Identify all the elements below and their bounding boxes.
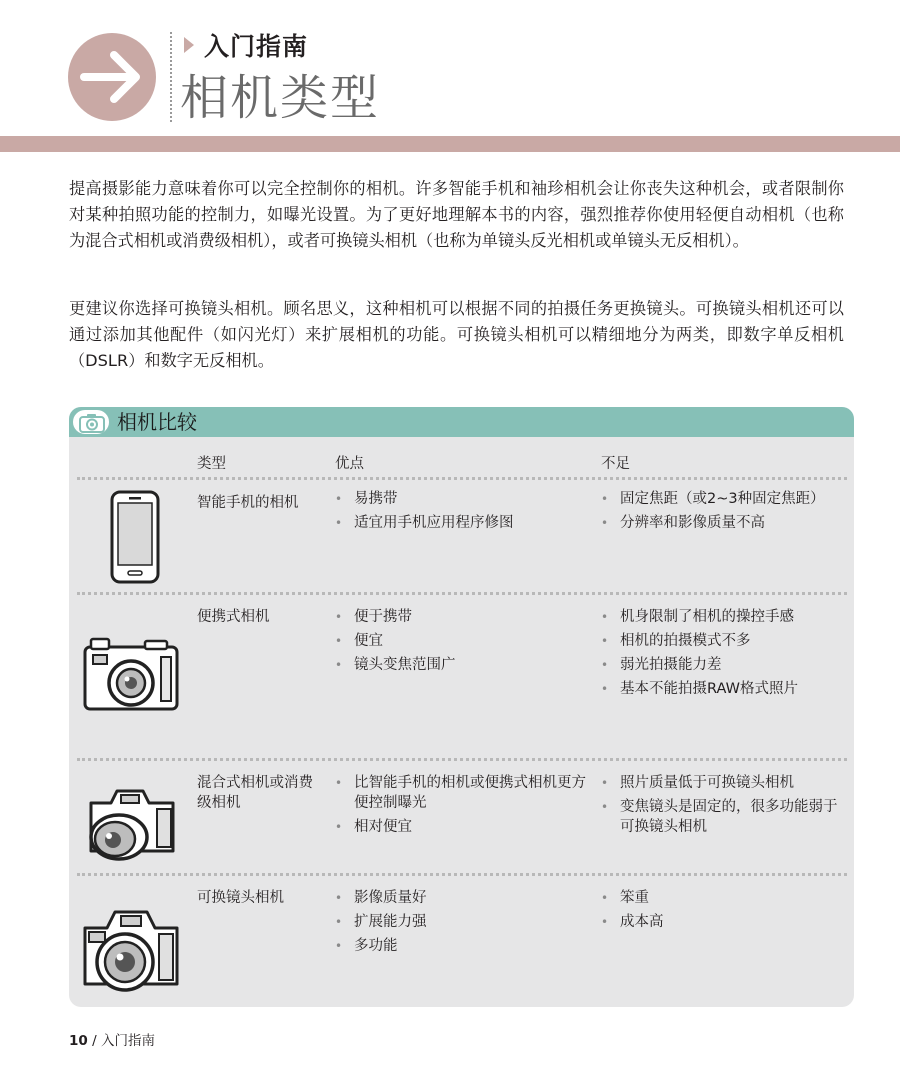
row-divider (77, 873, 847, 876)
list-item: • 基本不能拍摄RAW格式照片 (601, 679, 841, 699)
row-divider (77, 477, 847, 480)
kicker-label: 入门指南 (204, 32, 309, 61)
section-kicker (184, 28, 308, 62)
page-title: 相机类型 (180, 70, 381, 126)
table-row (69, 487, 854, 592)
list-item: • 变焦镜头是固定的，很多功能弱于可换镜头相机 (601, 797, 841, 837)
list-item: • 相机的拍摄模式不多 (601, 631, 841, 651)
camera-type-label: 智能手机的相机 (197, 495, 299, 511)
kicker-triangle-icon (184, 37, 194, 53)
column-header-cons: 不足 (601, 456, 630, 472)
table-row (69, 882, 854, 1002)
pros-list (335, 489, 591, 537)
list-item: • 易携带 (335, 489, 591, 509)
pros-list (335, 607, 591, 679)
footer-separator: / (92, 1033, 97, 1049)
intro-paragraph: 提高摄影能力意味着你可以完全控制你的相机。许多智能手机和袖珍相机会让你丧失这种机会，或者限制你对某种拍照功能的控制力，如曝光设置。为了更好地理解本书的内容，强烈推荐你使用轻便自动相机（也称为混合式相机或消费级相机），或者可换镜头相机（也称为单镜头反光相机或单镜头无反相机）。 (69, 179, 844, 250)
comparison-title: 相机比较 (117, 410, 197, 434)
recommend-paragraph: 更建议你选择可换镜头相机。顾名思义，这种相机可以根据不同的拍摄任务更换镜头。可换镜头相机还可以通过添加其他配件（如闪光灯）来扩展相机的功能。可换镜头相机可以精细地分为两类，即数字单反相机（DSLR）和数字无反相机。 (69, 299, 844, 370)
list-item: • 影像质量好 (335, 888, 591, 908)
list-item: • 镜头变焦范围广 (335, 655, 591, 675)
header-band (0, 136, 900, 152)
list-item: • 成本高 (601, 912, 841, 932)
cons-list (601, 888, 841, 936)
row-divider (77, 592, 847, 595)
list-item: • 多功能 (335, 936, 591, 956)
list-item: • 机身限制了相机的操控手感 (601, 607, 841, 627)
list-item: • 便宜 (335, 631, 591, 651)
dslr-camera-icon (79, 900, 183, 1000)
list-item: • 弱光拍摄能力差 (601, 655, 841, 675)
camera-type-label: 可换镜头相机 (197, 890, 284, 906)
camera-type-label: 混合式相机或消费级相机 (197, 775, 313, 811)
camera-type-label: 便携式相机 (197, 609, 270, 625)
list-item: • 照片质量低于可换镜头相机 (601, 773, 841, 793)
camera-comparison-panel (69, 407, 854, 1007)
compact-camera-icon (81, 633, 181, 719)
pros-list (335, 773, 591, 841)
column-header-pros: 优点 (335, 456, 364, 472)
cons-list (601, 773, 841, 841)
table-row (69, 601, 854, 758)
bridge-camera-icon (81, 775, 181, 869)
column-header-type: 类型 (197, 456, 226, 472)
header-divider (170, 32, 172, 122)
list-item: • 扩展能力强 (335, 912, 591, 932)
list-item: • 固定焦距（或2~3种固定焦距） (601, 489, 841, 509)
table-row (69, 767, 854, 873)
list-item: • 比智能手机的相机或便携式相机更方便控制曝光 (335, 773, 591, 813)
list-item: • 相对便宜 (335, 817, 591, 837)
camera-badge-icon (71, 408, 111, 436)
smartphone-icon (109, 489, 161, 589)
cons-list (601, 489, 841, 537)
row-divider (77, 758, 847, 761)
page-number: 10 (69, 1033, 88, 1049)
pros-list (335, 888, 591, 960)
list-item: • 适宜用手机应用程序修图 (335, 513, 591, 533)
list-item: • 分辨率和影像质量不高 (601, 513, 841, 533)
page-footer (69, 1029, 155, 1049)
chapter-arrow-icon (68, 33, 156, 121)
footer-section: 入门指南 (100, 1033, 155, 1049)
list-item: • 笨重 (601, 888, 841, 908)
cons-list (601, 607, 841, 703)
list-item: • 便于携带 (335, 607, 591, 627)
